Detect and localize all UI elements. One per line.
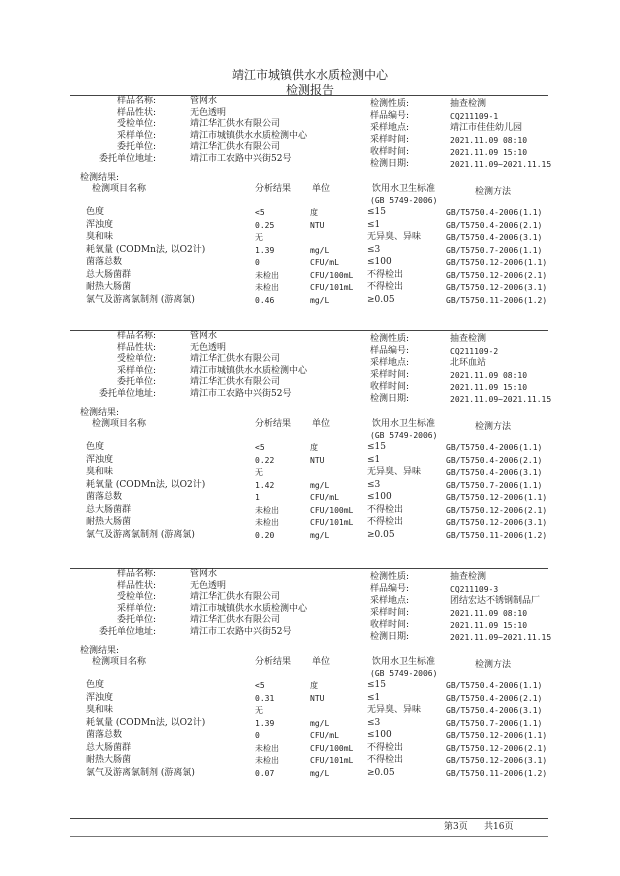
col-header-item: 检测项目名称 [92,184,147,194]
info-label: 收样时间: [370,620,410,630]
info-value: 靖江市工农路中兴街52号 [190,153,292,164]
table-row-standard: ≤15 [367,680,386,690]
info-label: 采样地点: [370,123,410,133]
info-value: 2021.11.09~2021.11.15 [450,633,552,642]
info-label: 检测性质: [370,334,410,344]
info-value: 无色透明 [190,580,227,591]
table-row-standard: ≤15 [367,207,386,217]
info-value: 2021.11.09 08:10 [450,609,528,618]
table-row-standard: ≤100 [367,492,392,502]
info-value: CQ211109-2 [450,347,499,356]
table-row-result: 未检出 [255,505,279,515]
col-header-standard-sub: (GB 5749-2006) [370,196,438,205]
col-header-result: 分析结果 [255,419,292,429]
results-label: 检测结果: [80,408,120,418]
info-value: CQ211109-3 [450,585,499,594]
table-row-item: 菌落总数 [86,492,123,502]
table-row-standard: ≥0.05 [367,529,395,540]
table-row-unit: CFU/101mL [310,756,354,765]
info-value: 2021.11.09~2021.11.15 [450,160,552,169]
info-label: 采样单位: [116,130,156,141]
info-value: 靖江市工农路中兴街52号 [190,388,292,399]
info-value: 靖江华汇供水有限公司 [190,354,281,364]
info-label: 检测日期: [370,159,410,169]
info-value: 抽查检测 [450,572,487,582]
table-row-result: 0.46 [255,295,275,305]
info-value: 管网水 [190,569,218,579]
info-value: 靖江市城镇供水水质检测中心 [190,365,308,376]
info-label: 受检单位: [116,592,156,602]
col-header-standard: 饮用水卫生标准 [372,657,436,667]
table-row-item: 色度 [86,207,105,217]
col-header-method: 检测方法 [475,422,512,432]
info-label: 样品编号: [370,111,410,121]
info-label: 采样单位: [116,365,156,376]
page-number: 第3页 [444,822,468,832]
table-row-item: 色度 [86,680,105,690]
info-label: 样品性状: [116,342,156,353]
info-label: 检测日期: [370,632,410,642]
table-row-method: GB/T5750.4-2006(3.1) [446,233,543,242]
table-row-standard: ≤100 [367,730,392,740]
info-label: 受检单位: [116,354,156,364]
table-row-result: 0 [255,731,260,740]
col-header-item: 检测项目名称 [92,419,147,429]
table-row-result: <5 [255,208,265,217]
table-row-method: GB/T5750.4-2006(2.1) [446,220,543,230]
info-value: 2021.11.09 15:10 [450,148,528,157]
table-row-unit: CFU/100mL [310,743,354,753]
table-row-standard: 不得检出 [367,269,404,280]
table-row-item: 耐热大肠菌 [86,517,132,527]
table-row-method: GB/T5750.12-2006(3.1) [446,756,548,765]
table-row-item: 耐热大肠菌 [86,755,132,765]
table-row-method: GB/T5750.12-2006(1.1) [446,731,548,740]
table-row-item: 臭和味 [86,467,114,477]
table-row-standard: 无异臭、异味 [367,467,422,477]
table-row-result: 未检出 [255,756,279,765]
table-row-result: 0.07 [255,768,275,778]
table-row-result: 未检出 [255,518,279,527]
table-row-result: 0.25 [255,220,275,230]
info-value: 2021.11.09 15:10 [450,621,528,630]
info-label: 委托单位地址: [98,626,156,637]
info-value: 靖江市工农路中兴街52号 [190,626,292,637]
table-row-unit: NTU [310,455,325,465]
table-row-method: GB/T5750.4-2006(2.1) [446,455,543,465]
table-row-item: 菌落总数 [86,257,123,267]
table-row-method: GB/T5750.12-2006(2.1) [446,505,548,515]
col-header-standard-sub: (GB 5749-2006) [370,431,438,440]
table-row-method: GB/T5750.4-2006(3.1) [446,706,543,715]
table-row-item: 浑浊度 [86,692,114,703]
table-row-result: 0.31 [255,693,275,703]
table-row-unit: CFU/100mL [310,270,354,280]
table-row-method: GB/T5750.12-2006(2.1) [446,270,548,280]
col-header-method: 检测方法 [475,660,512,670]
col-header-standard-sub: (GB 5749-2006) [370,669,438,678]
table-row-standard: ≤3 [367,717,381,728]
info-value: 管网水 [190,96,218,106]
info-label: 委托单位: [116,615,156,625]
info-value: 靖江华汇供水有限公司 [190,615,281,625]
col-header-standard: 饮用水卫生标准 [372,419,436,429]
table-row-item: 耗氧量 (CODMn法, 以O2计) [86,717,206,728]
table-row-standard: ≤15 [367,442,386,452]
table-row-method: GB/T5750.4-2006(2.1) [446,693,543,703]
table-row-item: 臭和味 [86,705,114,715]
info-label: 采样单位: [116,603,156,614]
info-value: CQ211109-1 [450,112,499,121]
table-row-method: GB/T5750.7-2006(1.1) [446,718,543,728]
table-row-method: GB/T5750.4-2006(1.1) [446,681,543,690]
table-row-unit: CFU/mL [310,493,339,502]
table-row-result: 无 [255,233,263,242]
info-value: 靖江华汇供水有限公司 [190,377,281,387]
info-value: 靖江市城镇供水水质检测中心 [190,603,308,614]
info-value: 无色透明 [190,342,227,353]
table-row-result: 0 [255,258,260,267]
table-row-item: 总大肠菌群 [86,742,132,753]
table-row-result: 0.22 [255,455,275,465]
table-row-item: 耗氧量 (CODMn法, 以O2计) [86,479,206,490]
table-row-method: GB/T5750.11-2006(1.2) [446,768,548,778]
col-header-result: 分析结果 [255,184,292,194]
table-row-item: 菌落总数 [86,730,123,740]
table-row-standard: ≤1 [367,219,381,230]
info-value: 靖江华汇供水有限公司 [190,142,281,152]
table-row-unit: mg/L [310,480,330,490]
table-row-method: GB/T5750.7-2006(1.1) [446,245,543,255]
table-row-standard: ≤3 [367,479,381,490]
table-row-result: 1 [255,493,260,502]
block-divider [70,818,548,819]
table-row-unit: 度 [310,681,318,690]
table-row-item: 臭和味 [86,232,114,242]
table-row-result: 1.42 [255,480,275,490]
info-label: 样品名称: [116,96,156,106]
info-label: 样品编号: [370,346,410,356]
table-row-standard: 不得检出 [367,504,404,515]
info-value: 抽查检测 [450,334,487,344]
table-row-unit: NTU [310,693,325,703]
table-row-unit: CFU/mL [310,258,339,267]
table-row-standard: 不得检出 [367,282,404,292]
table-row-standard: 无异臭、异味 [367,232,422,242]
table-row-result: 0.20 [255,530,275,540]
table-row-item: 氯气及游离氯制剂 (游离氯) [86,767,195,778]
info-label: 样品编号: [370,584,410,594]
info-label: 检测性质: [370,572,410,582]
report-title: 检测报告 [285,83,334,97]
info-label: 检测日期: [370,394,410,404]
table-row-item: 总大肠菌群 [86,269,132,280]
info-value: 靖江市佳佳幼儿园 [450,123,523,133]
info-label: 收样时间: [370,147,410,157]
table-row-unit: 度 [310,443,318,452]
info-value: 团结宏达不锈钢制品厂 [450,596,541,606]
info-value: 无色透明 [190,107,227,118]
table-row-standard: 不得检出 [367,755,404,765]
table-row-unit: mg/L [310,530,330,540]
table-row-method: GB/T5750.4-2006(1.1) [446,208,543,217]
info-label: 收样时间: [370,382,410,392]
info-label: 采样时间: [370,370,410,380]
table-row-result: 无 [255,468,263,477]
info-label: 委托单位地址: [98,388,156,399]
table-row-item: 氯气及游离氯制剂 (游离氯) [86,294,195,305]
table-row-result: 无 [255,706,263,715]
table-row-standard: ≤1 [367,692,381,703]
table-row-standard: 不得检出 [367,742,404,753]
table-row-method: GB/T5750.12-2006(3.1) [446,518,548,527]
results-label: 检测结果: [80,173,120,183]
table-row-method: GB/T5750.12-2006(1.1) [446,493,548,502]
info-label: 采样时间: [370,135,410,145]
page-total: 共16页 [484,822,514,832]
info-label: 样品性状: [116,107,156,118]
table-row-result: 未检出 [255,270,279,280]
table-row-unit: 度 [310,208,318,217]
info-label: 检测性质: [370,99,410,109]
table-row-method: GB/T5750.12-2006(2.1) [446,743,548,753]
info-label: 采样时间: [370,608,410,618]
table-row-method: GB/T5750.12-2006(3.1) [446,283,548,292]
table-row-standard: 不得检出 [367,517,404,527]
table-row-item: 耐热大肠菌 [86,282,132,292]
table-row-standard: ≤100 [367,257,392,267]
info-label: 委托单位地址: [98,153,156,164]
table-row-result: 1.39 [255,245,275,255]
table-row-item: 总大肠菌群 [86,504,132,515]
info-value: 靖江华汇供水有限公司 [190,592,281,602]
table-row-item: 浑浊度 [86,219,114,230]
table-row-method: GB/T5750.7-2006(1.1) [446,480,543,490]
info-value: 2021.11.09 08:10 [450,136,528,145]
info-label: 采样地点: [370,358,410,368]
table-row-unit: NTU [310,220,325,230]
table-row-unit: mg/L [310,245,330,255]
table-row-method: GB/T5750.4-2006(3.1) [446,468,543,477]
table-row-method: GB/T5750.4-2006(1.1) [446,443,543,452]
table-row-method: GB/T5750.11-2006(1.2) [446,295,548,305]
table-row-method: GB/T5750.11-2006(1.2) [446,530,548,540]
table-row-result: <5 [255,681,265,690]
table-row-result: <5 [255,443,265,452]
info-value: 2021.11.09 08:10 [450,371,528,380]
col-header-unit: 单位 [312,419,331,429]
table-row-result: 未检出 [255,283,279,292]
info-label: 样品名称: [116,331,156,341]
table-row-item: 色度 [86,442,105,452]
table-row-item: 浑浊度 [86,454,114,465]
table-row-standard: ≥0.05 [367,767,395,778]
col-header-standard: 饮用水卫生标准 [372,184,436,194]
footer-divider [70,836,548,837]
table-row-unit: mg/L [310,768,330,778]
table-row-unit: CFU/101mL [310,518,354,527]
col-header-item: 检测项目名称 [92,657,147,667]
results-label: 检测结果: [80,646,120,656]
table-row-standard: ≤1 [367,454,381,465]
table-row-standard: ≤3 [367,244,381,255]
info-value: 2021.11.09 15:10 [450,383,528,392]
org-title: 靖江市城镇供水水质检测中心 [231,68,388,82]
col-header-unit: 单位 [312,657,331,667]
info-value: 北环血站 [450,358,487,368]
table-row-item: 耗氧量 (CODMn法, 以O2计) [86,244,206,255]
col-header-method: 检测方法 [475,187,512,197]
col-header-result: 分析结果 [255,657,292,667]
info-label: 样品性状: [116,580,156,591]
info-value: 管网水 [190,331,218,341]
table-row-unit: CFU/101mL [310,283,354,292]
table-row-standard: ≥0.05 [367,294,395,305]
info-value: 靖江华汇供水有限公司 [190,119,281,129]
info-value: 2021.11.09~2021.11.15 [450,395,552,404]
info-label: 受检单位: [116,119,156,129]
col-header-unit: 单位 [312,184,331,194]
table-row-unit: mg/L [310,295,330,305]
info-label: 采样地点: [370,596,410,606]
table-row-standard: 无异臭、异味 [367,705,422,715]
info-value: 靖江市城镇供水水质检测中心 [190,130,308,141]
table-row-result: 未检出 [255,743,279,753]
table-row-item: 氯气及游离氯制剂 (游离氯) [86,529,195,540]
info-label: 委托单位: [116,377,156,387]
table-row-unit: CFU/mL [310,731,339,740]
table-row-unit: CFU/100mL [310,505,354,515]
table-row-method: GB/T5750.12-2006(1.1) [446,258,548,267]
table-row-unit: mg/L [310,718,330,728]
info-value: 抽查检测 [450,99,487,109]
info-label: 样品名称: [116,569,156,579]
table-row-result: 1.39 [255,718,275,728]
info-label: 委托单位: [116,142,156,152]
